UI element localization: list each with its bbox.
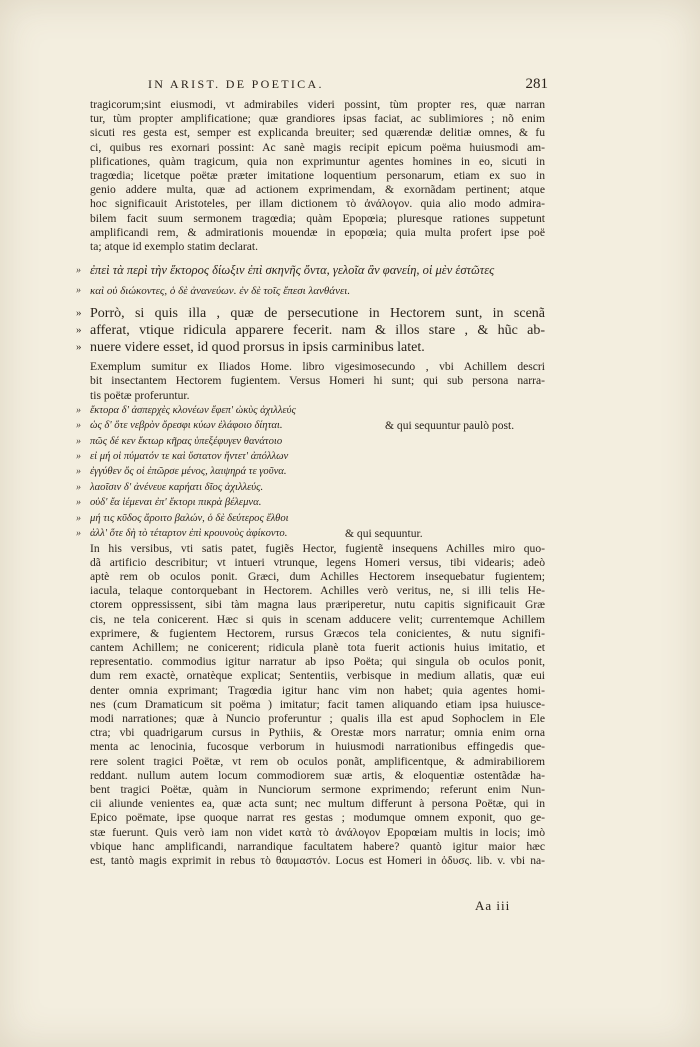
verse-text: ἐγγύθεν ὅς οἱ ἐπῶρσε μένος, λαιψηρά τε γοῦνα. bbox=[90, 466, 287, 478]
verse-text: ὡς δ' ὅτε νεβρὸν ὄρεσφι κύων ἐλάφοιο δίηται. bbox=[90, 420, 283, 432]
verse-line bbox=[76, 526, 545, 541]
translation-line bbox=[76, 322, 545, 339]
text-line: stæ fuerunt. Quis verò iam non videt κατὰ τὸ ἀνάλογον Epopœiam multis in locis; imò bbox=[90, 825, 545, 839]
text-line: tragicorum;sint eiusmodi, vt admirabiles videri possint, tùm propter res, quæ narran bbox=[90, 98, 545, 111]
translation-text: nuere videre esset, id quod prorsus in ipsis carminibus latet. bbox=[90, 340, 425, 356]
verse-mark: » bbox=[76, 420, 80, 432]
text-line: bit insectantem Hectorem fugientem. Versus Homeri hi sunt; qui sub persona narra- bbox=[90, 374, 545, 388]
verse-note: & qui sequuntur. bbox=[345, 527, 423, 541]
verse-text: ἀλλ' ὅτε δὴ τὸ τέταρτον ἐπὶ κρουνοὺς ἀφίκοντο. bbox=[90, 528, 288, 540]
verse-text: οὐδ' ἔα ἱέμεναι ἐπ' ἕκτορι πικρὰ βέλεμνα. bbox=[90, 497, 262, 509]
latin-translation bbox=[76, 305, 545, 356]
verse-mark: » bbox=[76, 404, 80, 416]
running-head bbox=[148, 76, 548, 93]
verse-text: πῶς δέ κεν ἕκτωρ κῆρας ὑπεξέφυγεν θανάτοιο bbox=[90, 435, 283, 447]
text-line: ctra; vbi quadrigarum cursus in Pythiis, & Orestæ mors narratur; omnia enim orna bbox=[90, 726, 545, 740]
signature-mark: Aa iii bbox=[475, 898, 511, 913]
verse-mark: » bbox=[76, 451, 80, 463]
text-line: amplificandi rem, & admirationis mouendæ in epopœia; quia multa profert ipse poë bbox=[90, 225, 545, 239]
page-number: 281 bbox=[525, 76, 548, 92]
quote-mark: » bbox=[76, 285, 80, 297]
text-line: ta; atque id exemplo statim declarat. bbox=[90, 240, 259, 254]
paragraph-1 bbox=[90, 98, 545, 254]
text-line: iacula, telaque contorquebant in Hectorem. Achilles verò veritus, ne, si illi telis He- bbox=[90, 584, 545, 598]
verse-line bbox=[76, 480, 545, 495]
text-line: est, tantò magis exprimit in rebus τὸ θαυμαστόν. Locus est Homeri in ὀδυσς. lib. v. vbi na- bbox=[90, 853, 545, 867]
greek-quote-text: ἐπεὶ τὰ περὶ τὴν ἕκτορος δίωξιν ἐπὶ σκηνῆς ὄντα, γελοῖα ἂν φανείη, οἱ μὲν ἑστῶτες bbox=[90, 263, 495, 278]
running-head-title: IN ARIST. DE POETICA. bbox=[148, 77, 324, 91]
text-line: ci, quibus res exornari possint: Ac sanè magis recipit epicum poëma huiusmodi am- bbox=[90, 140, 545, 154]
quote-mark: » bbox=[76, 324, 81, 337]
text-line: vbique hanc amplificandi, narrandique facultatem habere? quantò igitur maior hæc bbox=[90, 839, 545, 853]
text-line: tis poëtæ proferuntur. bbox=[90, 388, 190, 402]
text-line: bent tragici Poëtæ, quàm in Nunciorum sermone exprimendo; referunt enim Nun- bbox=[90, 782, 545, 796]
paragraph-3 bbox=[90, 542, 545, 869]
verse-mark: » bbox=[76, 528, 80, 540]
text-line: plificationes, quàm tragicum, quia non exprimuntur agentes homines in eo, sicuti in bbox=[90, 154, 545, 168]
quote-mark: » bbox=[76, 265, 80, 277]
greek-quote-text: καὶ οὐ διώκοντες, ὁ δὲ ἀνανεύων. ἐν δὲ τοῖς ἔπεσι λανθάνει. bbox=[90, 285, 351, 298]
verse-line bbox=[76, 449, 545, 464]
text-line: In his versibus, vti satis patet, fugiẽs Hector, fugientẽ insequens Achilles miro quo- bbox=[90, 541, 545, 555]
text-line: menta ac lenocinia, fucosque verborum in huiusmodi narrationibus effingedis que- bbox=[90, 740, 545, 754]
greek-quote-line bbox=[76, 260, 545, 281]
text-line: genio addere multa, quæ ad actionem exprimendam, & exornãdam pertinent; atque bbox=[90, 183, 545, 197]
verse-line bbox=[76, 495, 545, 510]
text-line: hoc significauit Aristoteles, per illam dictionem τὸ ἀνάλογον. quia alio modo admira- bbox=[90, 197, 545, 211]
verse-text: μή τις κῦδος ἄροιτο βαλών, ὁ δὲ δεύτερος ἔλθοι bbox=[90, 512, 289, 524]
text-line: exprimere, & fugientem Hectorem, rursus Græcos tela conicientes, & nutu signifi- bbox=[90, 626, 545, 640]
text-line: sicuti res gesta est, semper est explicanda breuiter; sed quærendæ delitiæ omnes, & fu bbox=[90, 126, 545, 140]
verse-line bbox=[76, 464, 545, 479]
text-line: dã artificio describitur; vt intueri vtrunque, legens Homeri versus, tibi videaris; adeò bbox=[90, 555, 545, 569]
translation-text: afferat, vtique ridicula apparere fecerit. nam & illos stare , & hũc ab- bbox=[90, 323, 545, 339]
text-line: ctorem oppressissent, sibi tàm magna laus præriperetur, nutu capitis significauit Græ bbox=[90, 598, 545, 612]
verse-line bbox=[76, 418, 545, 433]
text-line: dum rem exactè, ornatèque explicat; Sententiis, verbisque in medium allatis, quæ eui bbox=[90, 669, 545, 683]
verse-mark: » bbox=[76, 481, 80, 493]
text-line: Exemplum sumitur ex Iliados Home. libro vigesimosecundo , vbi Achillem descri bbox=[90, 360, 545, 374]
translation-line bbox=[76, 305, 545, 322]
text-line: denter omnia exprimant; Tragœdia igitur hanc vim non habet; quia agentes homi- bbox=[90, 683, 545, 697]
translation-line bbox=[76, 339, 545, 356]
text-line: cii aliunde venientes ea, quæ acta sunt; nec multum differunt à persona Poëtæ, qui in bbox=[90, 797, 545, 811]
text-line: modi narrationes; quæ à Nuncio proferuntur ; qualis illa est apud Sophoclem in Ele bbox=[90, 711, 545, 725]
text-line: nes (cum Dramaticum sit poëma ) imitatur; facit tamen aliquando etiam ipsa huiusce- bbox=[90, 697, 545, 711]
verse-line bbox=[76, 434, 545, 449]
homeric-verses bbox=[76, 403, 545, 542]
text-line: bilem facit suum sermonem tragœdia; quàm Epopœia; pluresque rationes suppetunt bbox=[90, 211, 545, 225]
text-line: tur, tùm propter amplificatione; quæ grandiores ipsas faciat, ac sublimiores ; nõ enim bbox=[90, 112, 545, 126]
text-line: Epico poëmate, ipse quoque narrat res gestas ; modumque omnem exponit, quo ge- bbox=[90, 811, 545, 825]
text-line: rere solent tragici Poëtæ, vt rem ob oculos ponãt, amplificentque, & admirabiliorem bbox=[90, 754, 545, 768]
verse-mark: » bbox=[76, 435, 80, 447]
quote-mark: » bbox=[76, 307, 81, 320]
text-line: reddant. nullum autem locum commodiorem suæ artis, & eloquentiæ ostentãdæ ha- bbox=[90, 768, 545, 782]
text-line: aptè rem ob oculos ponit. Græci, dum Achilles Hectorem insequebatur fugientem; bbox=[90, 569, 545, 583]
greek-quote-line bbox=[76, 281, 545, 301]
text-block bbox=[76, 98, 545, 868]
verse-text: εἰ μή οἱ πύματόν τε καὶ ὕστατον ἤντετ' ἀπόλλων bbox=[90, 451, 289, 463]
text-line: tragœdia; licetque poëtæ præter imitatione loquentium personarum, etiam ex suo in bbox=[90, 169, 545, 183]
quote-mark: » bbox=[76, 341, 81, 354]
verse-mark: » bbox=[76, 497, 80, 509]
verse-mark: » bbox=[76, 512, 80, 524]
greek-quotation bbox=[76, 260, 545, 301]
text-line: representatio. commodius igitur narratur ab ipso Poëta; qui singula ob oculos ponit, bbox=[90, 655, 545, 669]
verse-note: & qui sequuntur paulò post. bbox=[385, 419, 515, 433]
paragraph-2 bbox=[90, 360, 545, 403]
text-line: cantem Achillem; ne conicerent; ridicula planè tota fuerit actionis huius imitatio, et bbox=[90, 640, 545, 654]
verse-text: λαοῖσιν δ' ἀνένευε καρήατι δῖος ἀχιλλεύς. bbox=[90, 481, 264, 493]
verse-mark: » bbox=[76, 466, 80, 478]
text-line: cis, ne tela conicerent. Hæc si quis in scenam adducere velit; currentemque Achillem bbox=[90, 612, 545, 626]
translation-text: Porrò, si quis illa , quæ de persecutione in Hectorem sunt, in scenã bbox=[90, 306, 545, 322]
verse-line bbox=[76, 403, 545, 418]
verse-text: ἕκτορα δ' ἀσπερχὲς κλονέων ἔφεπ' ὠκὺς ἀχιλλεύς bbox=[90, 404, 296, 416]
verse-line bbox=[76, 511, 545, 526]
